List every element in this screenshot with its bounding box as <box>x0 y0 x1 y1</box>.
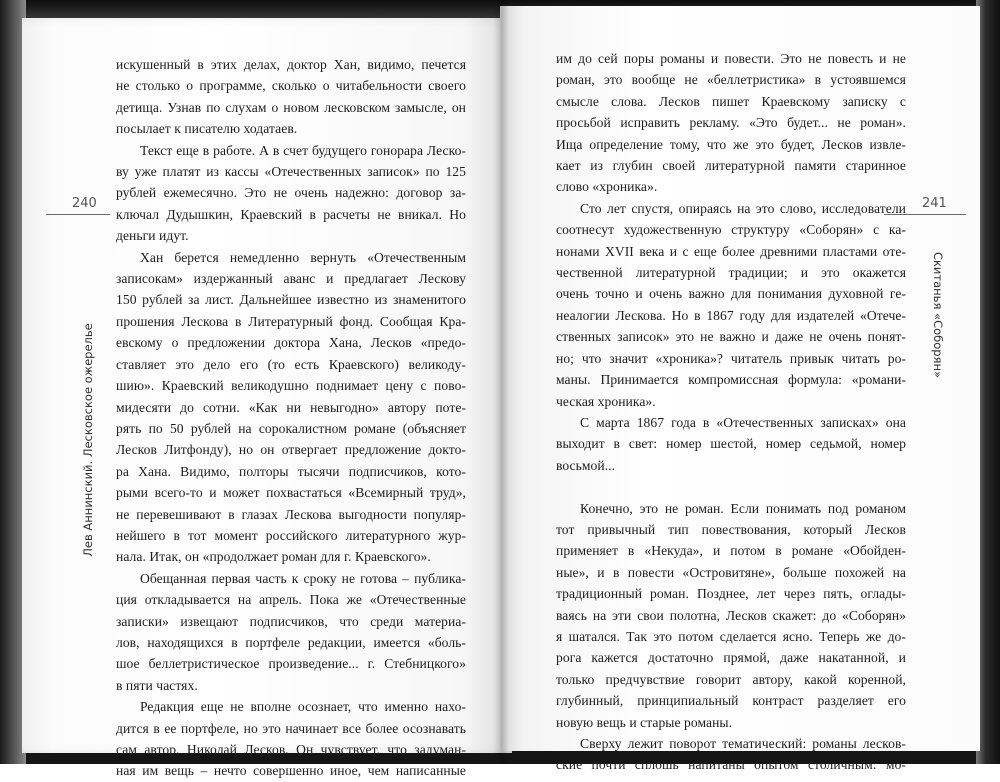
text-line: рога кажется достаточно прямой, даже накатанной, и <box>556 650 906 666</box>
text-line: им до сей поры романы и повести. Это не повесть и не <box>556 51 906 66</box>
text-line: искушенный в этих делах, доктор Хан, видимо, печется <box>116 57 466 72</box>
text-line: ные», и в повести «Островитяне», больше похожей на <box>556 564 906 580</box>
left-page-text <box>116 54 466 782</box>
text-line: ная им вещь – нечто совершенно иное, чем написанные <box>116 763 466 779</box>
text-line: новую вещь и старые романы. <box>556 714 733 730</box>
text-line: Сто лет спустя, опираясь на это слово, исследователи <box>580 200 906 216</box>
text-line: применяет в «Некуда», и потом в романе «Обойден- <box>556 543 906 559</box>
text-line: ские почти сплошь напитаны опытом столичным: мо- <box>556 757 906 773</box>
left-page-number: 240 <box>72 196 97 211</box>
text-line: нонами XVII века и с еще более древними пластами оте- <box>556 243 906 259</box>
text-line: евскому о предложении доктора Хана, Лесков «предо- <box>116 335 466 351</box>
text-line: рублей ежемесячно. Это не очень надежно: договор за- <box>116 185 466 201</box>
text-line: детища. Узнав по слухам о новом лесковском замысле, он <box>116 99 466 115</box>
text-line: просьбой исправить рекламу. «Это будет... не роман». <box>556 115 906 131</box>
text-line: я шатался. Так это потом сделается ясно. Теперь же до- <box>556 628 906 644</box>
text-line: Ища определение тому, что же это будет, Лесков извле- <box>556 136 906 152</box>
text-line: но; что значит «хроника»? читатель привык читать ро- <box>556 350 906 366</box>
text-line: Сверху лежит поворот тематический: романы лесков- <box>580 735 906 751</box>
text-line: кает из глубин своей литературной памяти старинное <box>556 158 906 174</box>
text-line: нала. Итак, он «продолжает роман для г. Краевского». <box>116 549 431 565</box>
text-line: слово «хроника». <box>556 179 658 195</box>
text-line: маны. Принимается компромиссная формула: «романи- <box>556 372 906 388</box>
text-line: Конечно, это не роман. Если понимать под романом <box>580 500 906 516</box>
text-line: в пяти частях. <box>116 677 198 693</box>
text-line: сам автор, Николай Лесков. Он чувствует, что задуман- <box>116 742 466 757</box>
left-page-number-rule <box>46 214 110 215</box>
text-line: лов, находящихся в портфеле редакции, имеется «боль- <box>116 634 466 650</box>
text-line: записокам» издержанный аванс и предлагает Лескову <box>116 271 466 287</box>
text-line: Текст еще в работе. А в счет будущего гонорара Леско- <box>140 142 466 158</box>
left-running-head: Лев Аннинский. Лесковское ожерелье <box>81 323 95 557</box>
text-line: деньги идут. <box>116 228 189 244</box>
right-page-text <box>556 48 906 776</box>
text-line: шое беллетристическое произведение... г. Стебницкого» <box>116 656 466 672</box>
text-line: записки» извещают подписчиков, что среди материа- <box>116 613 466 629</box>
text-line: только предчувствие говорит автору, какой коренной, <box>556 671 906 687</box>
text-line: Обещанная первая часть к сроку не готова – публика- <box>140 570 466 586</box>
text-line: соотнесут художественную структуру «Соборян» с ка- <box>556 222 906 238</box>
text-line: прошения Лескова в Литературный фонд. Сообщая Кра- <box>116 313 466 329</box>
text-line: ставляет это дело его (то есть Краевского) великоду- <box>116 356 466 372</box>
text-line: традиционный роман. Позднее, лет через пять, оглады- <box>556 586 906 602</box>
text-line: Редакция еще не вполне осознает, что именно нахо- <box>140 699 466 715</box>
right-page-number: 241 <box>922 196 947 211</box>
text-line: ция откладывается на апрель. Пока же «Отечественные <box>116 592 466 608</box>
text-line: ваясь на эти свои полотна, Лесков скажет: до «Соборян» <box>556 607 906 623</box>
text-line: неалогии Лескова. Но в 1867 году для издателей «Отече- <box>556 307 906 323</box>
blank-line <box>556 476 906 497</box>
text-line: С марта 1867 года в «Отечественных записках» она <box>580 414 906 430</box>
text-line: дится в ее портфеле, но это начинает все более осознавать <box>116 720 466 736</box>
text-line: рыми всего-то и может похвастаться «Всемирный труд», <box>116 485 466 501</box>
text-line: смысле слова. Лесков пишет Краевскому записку с <box>556 93 906 109</box>
book-gutter <box>493 0 509 764</box>
text-line: тот привычный тип повествования, который Лесков <box>556 521 906 537</box>
text-line: очень точно и очень важно для понимания духовной ге- <box>556 286 906 302</box>
text-line: 150 рублей за лист. Дальнейшее известно из знаменитого <box>116 292 466 308</box>
text-line: глубинный, принципиальный контраст разделяет его <box>556 693 906 709</box>
text-line: выходит в свет: номер шестой, номер седьмой, номер <box>556 436 906 452</box>
text-line: рять по 50 рублей на сорокалистном романе (объясняет <box>116 420 466 436</box>
text-line: роман, это вообще не «беллетристика» в устоявшемся <box>556 72 906 88</box>
right-running-head: Скитанья «Соборян» <box>931 251 945 379</box>
text-line: ственных записок» это не важно и даже не очень понят- <box>556 329 906 345</box>
text-line: шию». Краевский великодушно поднимает цену с пово- <box>116 378 466 394</box>
text-line: ра Хана. Видимо, полторы тысячи подписчиков, кото- <box>116 463 466 479</box>
text-line: ву уже платят из кассы «Отечественных записок» по 125 <box>116 164 466 180</box>
text-line: ключал Дудышкин, Краевский в расчеты не вникал. Но <box>116 206 466 222</box>
text-line: восьмой... <box>556 457 616 473</box>
text-line: нейшего в тот момент российского литературного жур- <box>116 527 466 543</box>
text-line: мидесяти до сотни. «Как ни невыгодно» автору поте- <box>116 399 466 415</box>
text-line: не столько о программе, сколько о читабельности своего <box>116 78 466 94</box>
text-line: посылает к писателю ходатаев. <box>116 121 298 137</box>
text-line: Лесков Литфонду), но он отвергает предложение докто- <box>116 442 466 458</box>
text-line: не перевешивают в глазах Лескова выгодности популяр- <box>116 506 466 522</box>
text-line: чественной литературной традиции; и это окажется <box>556 265 906 281</box>
text-line: ческая хроника». <box>556 393 656 409</box>
text-line: Хан берется немедленно вернуть «Отечественным <box>140 249 466 265</box>
